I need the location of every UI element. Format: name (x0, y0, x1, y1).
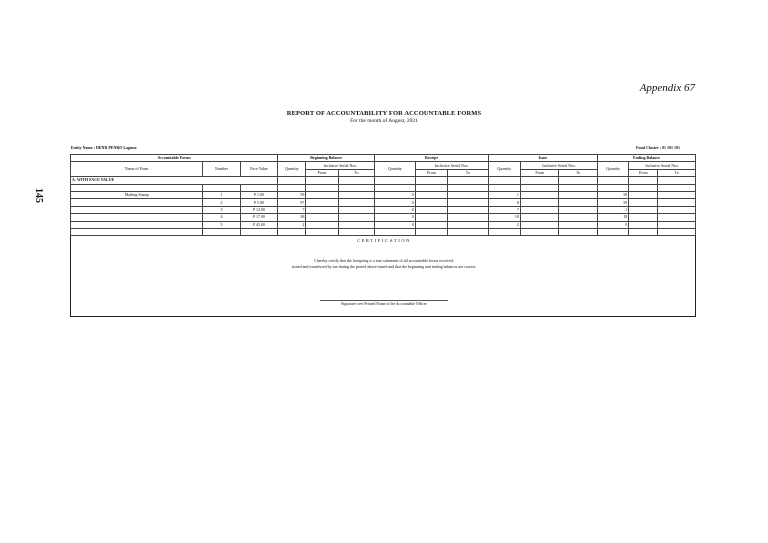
form-number: 2 (203, 199, 240, 206)
rec-quantity: 0 (375, 206, 416, 213)
beg-quantity: 38 (278, 214, 306, 221)
face-value: P 45.00 (240, 221, 278, 228)
end-quantity: 59 (597, 199, 628, 206)
certification-line-2: issued and transferred by me during the period above-stated and that the beginning and ending balances are correct. (291, 263, 477, 269)
certification-title: CERTIFICATION (356, 238, 412, 243)
beg-quantity: 97 (278, 199, 306, 206)
form-name: Mailing Stamp (71, 191, 203, 198)
signature-label: Signature over Printed Name of the Accountable Officer (341, 302, 427, 306)
report-period: For the month of August, 2021 (350, 118, 418, 124)
header-issue: Issue (488, 155, 597, 162)
header-face-value: Face Value (240, 162, 278, 177)
iss-quantity: 7 (488, 206, 520, 213)
rec-quantity: 0 (375, 221, 416, 228)
accountability-table (70, 154, 696, 236)
entity-name: Entity Name : DENR PENRO Laguna (71, 145, 137, 150)
header-name-of-form: Name of Form (71, 162, 203, 177)
header-beginning-balance: Beginning Balance (278, 155, 375, 162)
table-row (71, 199, 696, 206)
rec-quantity: 0 (375, 214, 416, 221)
header-beg-from: From (306, 169, 338, 176)
header-rec-quantity: Quantity (375, 162, 416, 177)
section-with-face-value: A. WITH FACE VALUE (71, 177, 278, 184)
header-rec-to: To (448, 169, 489, 176)
form-name (71, 221, 203, 228)
table-row (71, 214, 696, 221)
table-row (71, 206, 696, 213)
header-number: Number (203, 162, 240, 177)
face-value: P 1.00 (240, 191, 278, 198)
header-receipt: Receipt (375, 155, 489, 162)
page-number: 145 (33, 188, 44, 203)
iss-quantity: 18 (488, 214, 520, 221)
form-number: 3 (203, 206, 240, 213)
header-end-quantity: Quantity (597, 162, 628, 177)
header-end-from: From (629, 169, 658, 176)
beg-quantity: 2 (278, 221, 306, 228)
iss-quantity: 1 (488, 191, 520, 198)
header-beg-serial: Inclusive Serial Nos. (306, 162, 375, 169)
form-name (71, 214, 203, 221)
table-row (71, 221, 696, 228)
iss-quantity: 8 (488, 199, 520, 206)
table-row (71, 191, 696, 198)
end-quantity: 0 (597, 221, 628, 228)
end-quantity: 18 (597, 214, 628, 221)
header-beg-quantity: Quantity (278, 162, 306, 177)
header-iss-quantity: Quantity (488, 162, 520, 177)
form-name (71, 199, 203, 206)
rec-quantity: 0 (375, 199, 416, 206)
face-value: P 17.00 (240, 214, 278, 221)
header-accountable-forms: Accountable Forms (71, 155, 278, 162)
beg-quantity: 7 (278, 206, 306, 213)
fund-cluster: Fund Cluster : 01 101 101 (635, 145, 680, 150)
certification-line-1: I hereby certify that the foregoing is a true statement of all accountable forms received, (314, 258, 454, 263)
iss-quantity: 2 (488, 221, 520, 228)
header-end-to: To (658, 169, 696, 176)
form-name (71, 206, 203, 213)
report-title: REPORT OF ACCOUNTABILITY FOR ACCOUNTABLE FORMS (286, 110, 482, 117)
header-iss-serial: Inclusive Serial Nos. (520, 162, 597, 169)
rec-quantity: 0 (375, 191, 416, 198)
header-rec-serial: Inclusive Serial Nos. (415, 162, 488, 169)
appendix-label: Appendix 67 (639, 82, 695, 94)
form-number: 5 (203, 221, 240, 228)
face-value: P 12.00 (240, 206, 278, 213)
end-quantity: 58 (597, 191, 628, 198)
header-end-serial: Inclusive Serial Nos. (629, 162, 696, 169)
header-iss-to: To (559, 169, 598, 176)
end-quantity: 1 (597, 206, 628, 213)
header-rec-from: From (415, 169, 447, 176)
face-value: P 5.00 (240, 199, 278, 206)
form-number: 4 (203, 214, 240, 221)
certification-text (0, 258, 768, 269)
header-iss-from: From (520, 169, 559, 176)
header-ending-balance: Ending Balance (597, 155, 695, 162)
header-beg-to: To (338, 169, 374, 176)
signature-line (320, 300, 448, 301)
form-number: 1 (203, 191, 240, 198)
beg-quantity: 59 (278, 191, 306, 198)
